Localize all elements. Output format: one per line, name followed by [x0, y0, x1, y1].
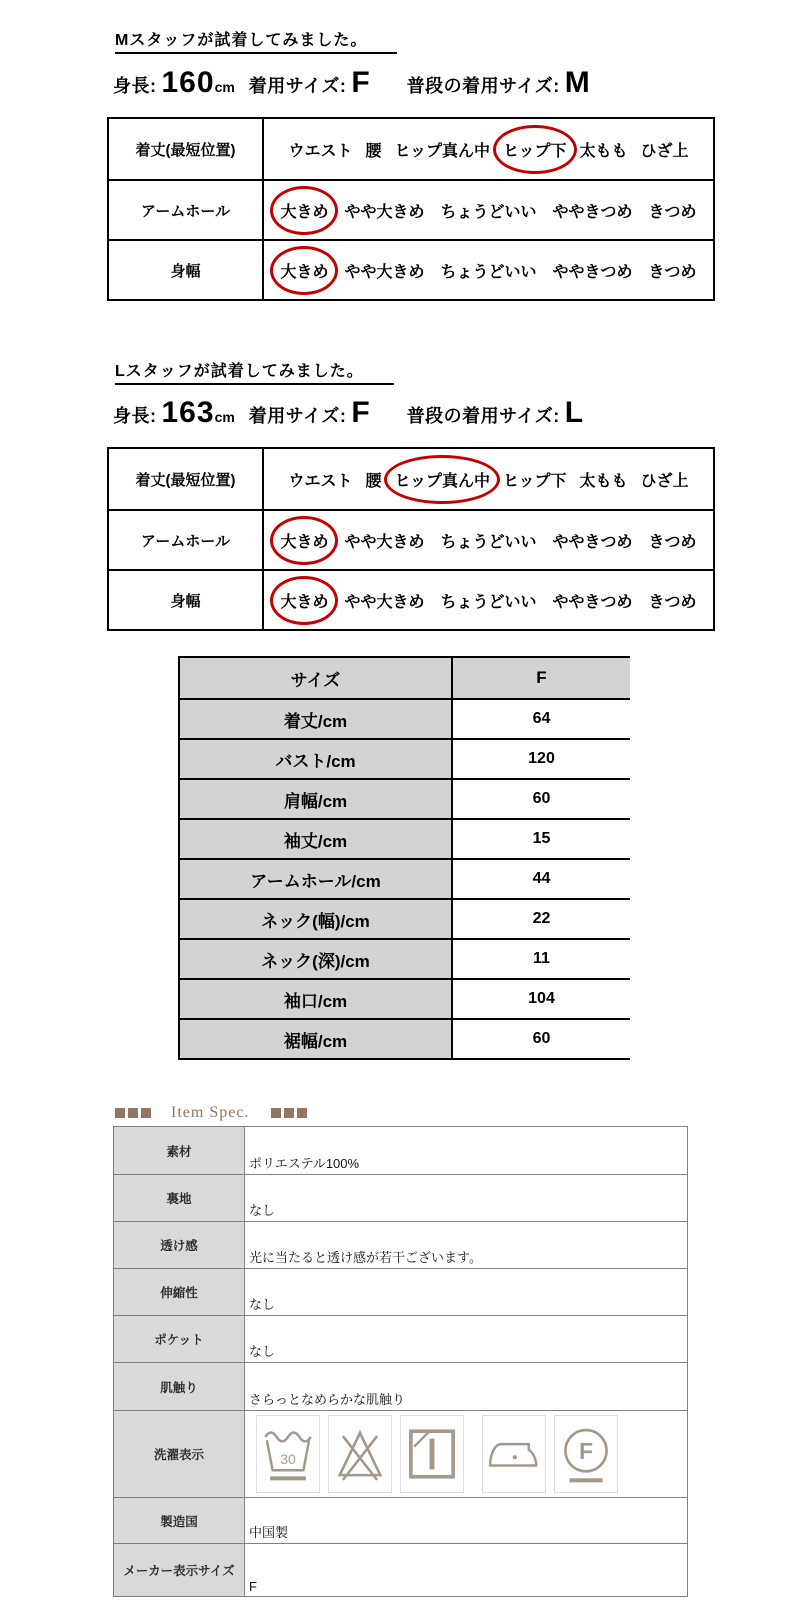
spec-row-maker-size [114, 1543, 687, 1596]
wear-size-label: 着用サイズ: [248, 406, 347, 426]
spec-row-material [114, 1127, 687, 1174]
spec-label: ポケット [114, 1316, 245, 1362]
fit-option: ややきつめ [552, 263, 633, 281]
wash-30-icon [256, 1415, 320, 1493]
svg-text:F: F [578, 1437, 594, 1464]
fit-option-circled: 大きめ [280, 199, 328, 222]
spec-row-laundry [114, 1410, 687, 1497]
size-row-label: 袖丈/cm [180, 818, 453, 858]
fit-table-m [107, 117, 715, 301]
iron-low-icon [482, 1415, 546, 1493]
fit-table-l [107, 447, 715, 631]
fit-option: ひざ上 [640, 142, 689, 160]
size-row-label: ネック(深)/cm [180, 938, 453, 978]
spec-value: F [249, 1579, 257, 1594]
fit-option: やや大きめ [344, 263, 425, 281]
size-table-header-label: サイズ [180, 658, 453, 698]
fit-option-circled: ヒップ真ん中 [394, 468, 490, 491]
size-row-label: 着丈/cm [180, 698, 453, 738]
fit-option: ちょうどいい [440, 263, 537, 281]
item-spec-table [113, 1126, 688, 1597]
fit-option: ウエスト [288, 142, 353, 160]
size-row-value: 60 [453, 778, 630, 818]
decoration-squares-icon [115, 1108, 151, 1118]
height-value: 163 [161, 396, 215, 429]
fit-option-circled: 大きめ [280, 589, 328, 612]
height-label: 身長: [113, 406, 157, 426]
size-measurement-table [178, 656, 630, 1060]
fit-row-options [264, 119, 713, 179]
laundry-symbols [245, 1415, 687, 1493]
fit-row-options [264, 509, 713, 569]
size-row-label: 肩幅/cm [180, 778, 453, 818]
fit-row-label: 着丈(最短位置) [109, 449, 264, 509]
spec-row-pocket [114, 1315, 687, 1362]
fit-row-label: 身幅 [109, 569, 264, 629]
fit-option: きつめ [648, 263, 697, 281]
spec-row-country [114, 1497, 687, 1543]
fit-option-circled: ヒップ下 [503, 138, 567, 161]
size-row-value: 11 [453, 938, 630, 978]
fit-option: ヒップ下 [503, 472, 567, 490]
fit-section-m-heading: Mスタッフが試着してみました。 [115, 27, 397, 54]
spec-row-texture [114, 1362, 687, 1410]
dry-clean-f-icon [554, 1415, 618, 1493]
size-row-value: 44 [453, 858, 630, 898]
spec-label: 製造国 [114, 1498, 245, 1543]
decoration-squares-icon [271, 1108, 307, 1118]
height-unit: cm [214, 409, 235, 425]
spec-label: 肌触り [114, 1363, 245, 1410]
usual-size-value: M [564, 66, 591, 99]
spec-row-stretch [114, 1268, 687, 1315]
spec-value: 中国製 [249, 1525, 289, 1540]
size-row-value: 15 [453, 818, 630, 858]
fit-section-l-heading: Lスタッフが試着してみました。 [115, 358, 394, 385]
fit-option: ややきつめ [552, 533, 633, 551]
spec-row-lining [114, 1174, 687, 1221]
item-spec-header [115, 1104, 307, 1122]
height-label: 身長: [113, 76, 157, 96]
fit-option: ちょうどいい [440, 593, 537, 611]
spec-label: メーカー表示サイズ [114, 1544, 245, 1596]
fit-option: ちょうどいい [440, 533, 537, 551]
wear-size-label: 着用サイズ: [248, 76, 347, 96]
spec-label: 伸縮性 [114, 1269, 245, 1315]
spec-label: 洗濯表示 [114, 1411, 245, 1497]
fit-option: ちょうどいい [440, 203, 537, 221]
size-table-header-value: F [453, 658, 630, 698]
usual-size-value: L [564, 396, 585, 429]
fit-row-label: 身幅 [109, 239, 264, 299]
fit-option: やや大きめ [344, 533, 425, 551]
spec-label: 透け感 [114, 1222, 245, 1268]
fit-option: 腰 [365, 142, 382, 160]
spec-value: 光に当たると透け感が若干ございます。 [249, 1250, 482, 1265]
spec-value: なし [249, 1203, 276, 1218]
fit-option: 太もも [579, 472, 628, 490]
usual-size-label: 普段の着用サイズ: [406, 406, 560, 426]
spec-value: さらっとなめらかな肌触り [249, 1392, 406, 1407]
svg-text:30: 30 [280, 1450, 296, 1467]
size-row-value: 60 [453, 1018, 630, 1058]
fit-row-label: アームホール [109, 509, 264, 569]
fit-option: ひざ上 [640, 472, 689, 490]
fit-option: きつめ [648, 203, 697, 221]
height-unit: cm [214, 79, 235, 95]
fit-option: ヒップ真ん中 [394, 142, 490, 160]
fit-option: 太もも [579, 142, 628, 160]
no-bleach-icon [328, 1415, 392, 1493]
fit-row-label: 着丈(最短位置) [109, 119, 264, 179]
wear-size-value: F [351, 66, 371, 99]
fit-option: きつめ [648, 533, 697, 551]
height-value: 160 [161, 66, 215, 99]
size-row-label: ネック(幅)/cm [180, 898, 453, 938]
size-row-label: アームホール/cm [180, 858, 453, 898]
spec-value: なし [249, 1344, 276, 1359]
fit-row-options [264, 179, 713, 239]
size-row-value: 22 [453, 898, 630, 938]
shade-dry-icon [400, 1415, 464, 1493]
fit-section-l-stats [113, 396, 584, 430]
size-row-value: 120 [453, 738, 630, 778]
fit-option: ややきつめ [552, 593, 633, 611]
fit-option: ややきつめ [552, 203, 633, 221]
size-row-value: 104 [453, 978, 630, 1018]
fit-option: ウエスト [288, 472, 353, 490]
size-row-label: バスト/cm [180, 738, 453, 778]
usual-size-label: 普段の着用サイズ: [406, 76, 560, 96]
spec-label: 素材 [114, 1127, 245, 1174]
fit-row-options [264, 449, 713, 509]
fit-row-options [264, 569, 713, 629]
fit-option: 腰 [365, 472, 382, 490]
fit-section-m-stats [113, 66, 591, 100]
spec-row-sheerness [114, 1221, 687, 1268]
size-row-label: 袖口/cm [180, 978, 453, 1018]
spec-label: 裏地 [114, 1175, 245, 1221]
fit-option: やや大きめ [344, 203, 425, 221]
item-spec-title: Item Spec. [171, 1104, 250, 1121]
spec-value: なし [249, 1297, 276, 1312]
size-row-label: 裾幅/cm [180, 1018, 453, 1058]
size-row-value: 64 [453, 698, 630, 738]
fit-row-label: アームホール [109, 179, 264, 239]
wear-size-value: F [351, 396, 371, 429]
fit-option-circled: 大きめ [280, 529, 328, 552]
fit-option-circled: 大きめ [280, 259, 328, 282]
fit-option: やや大きめ [344, 593, 425, 611]
fit-row-options [264, 239, 713, 299]
spec-value: ポリエステル100% [249, 1156, 360, 1171]
fit-option: きつめ [648, 593, 697, 611]
